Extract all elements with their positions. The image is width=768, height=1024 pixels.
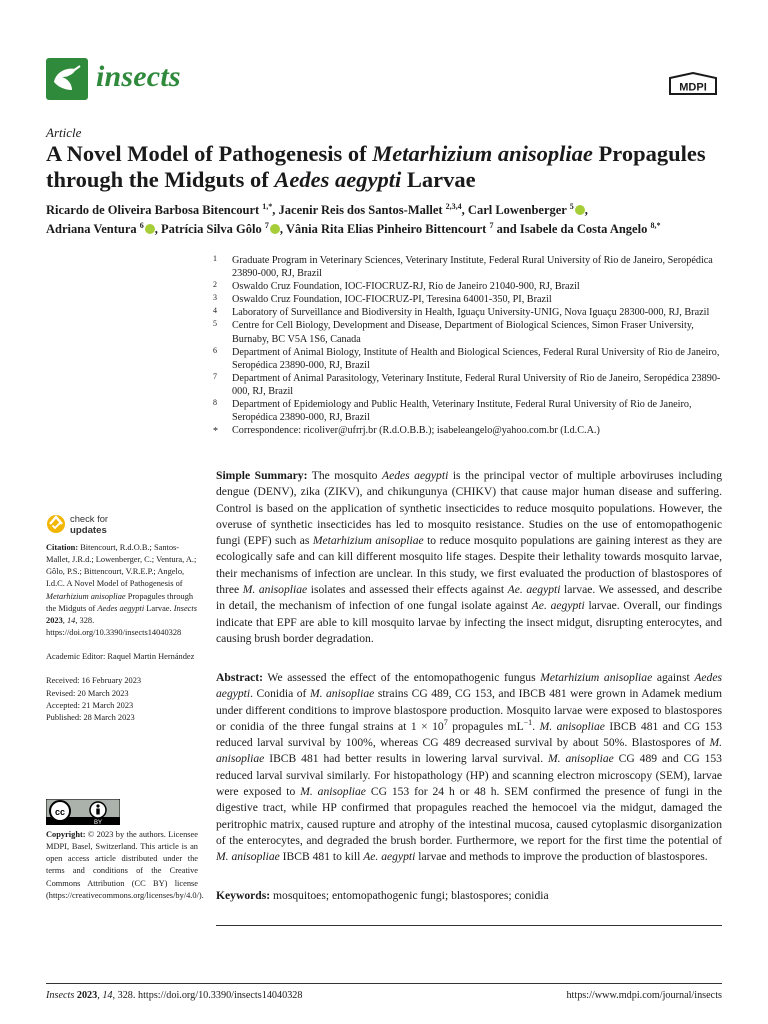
text: , [97, 990, 103, 1001]
text: IBCB 481 had better results in lowering larval survival. [264, 752, 548, 766]
affiliation-item [213, 372, 723, 398]
copyright-text: © 2023 by the authors. Licensee MDPI, Basel, Switzerland. This article is an open access article distributed under the terms and conditions of the Creative Commons Attribution (CC BY) license (https://creativecommons.org/licenses/by/4.0/). [46, 830, 204, 900]
citation [46, 542, 198, 639]
cc-by-license-icon[interactable] [46, 799, 120, 825]
author-separator: , [584, 203, 588, 217]
journal-ref: Insects [173, 603, 197, 613]
species: Aedes aegypti [381, 469, 449, 482]
author-name: Patrícia Silva Gôlo [161, 221, 262, 236]
date-revised: Revised: 20 March 2023 [46, 688, 129, 698]
affiliation-text: Centre for Cell Biology, Development and Disease, Department of Biological Sciences, Simon Fraser University, Burnaby, BC V5A 1S6, Canada [232, 320, 694, 345]
author-affiliation-ref: 1,* [262, 201, 273, 211]
author-name: Carl Lowenberger [467, 203, 567, 217]
mdpi-logo-icon [666, 72, 720, 98]
affiliation-text: Oswaldo Cruz Foundation, IOC-FIOCRUZ-PI, Teresina 64001-350, PI, Brazil [232, 294, 552, 306]
affiliation-text: Department of Animal Biology, Institute of Health and Biological Sciences, Federal Rural University of Rio de Janeiro, Seropédica 23890-000, RJ, Brazil [232, 346, 720, 371]
affiliation-text: Graduate Program in Veterinary Sciences, Veterinary Institute, Federal Rural University of Rio de Janeiro, Seropédica 23890-000, RJ, Brazil [232, 255, 713, 280]
species: Metarhizium anisopliae [540, 671, 653, 684]
author-affiliation-ref: 8,* [650, 220, 661, 230]
author-list [46, 201, 746, 238]
text: Propagules through the Midguts of [46, 591, 194, 613]
text: is the principal vector of multiple arboviruses including dengue (DENV), zika (ZIKV), and chikungunya (CHIKV) that cause major human disease and suffering. Control is based on the application of synthetic insecticides to reduce mosquito populations. However, the overuse of synthetic insecticides has led to mosquito resistance. Studies on the use of entomopathogenic fungi (EPF) such as [216, 469, 722, 548]
species: M. anisopliae [216, 850, 280, 864]
species: M. anisopliae [300, 785, 366, 799]
affiliation-text: Department of Animal Parasitology, Veterinary Institute, Federal Rural University of Rio de Janeiro, Seropédica 23890-000, RJ, Brazil [232, 372, 721, 397]
text: Bitencourt, R.d.O.B.; Santos-Mallet, J.R.d.; Lowenberger, C.; Ventura, A.; Gôlo, P.S.; Bittencourt, V.R.E.P.; Angelo, I.d.C. A Novel Model of Pathogenesis of [46, 543, 197, 589]
text: larvae. Overall, our findings indicate that EPF are able to kill mosquito larvae by infecting the insect midgut, disrupting enterocytes, and causing brush border degradation. [216, 599, 722, 645]
check-updates-line2: updates [70, 524, 107, 536]
affiliation-item [213, 398, 723, 424]
article-type: Article [46, 125, 82, 140]
citation-label: Citation: [46, 543, 79, 552]
journal-name: insects [96, 60, 181, 93]
check-for-updates-button[interactable] [46, 513, 166, 539]
text: against [652, 671, 695, 684]
title-part: Propagules through the Midguts of [46, 141, 706, 192]
species: Metarhizium anisopliae [312, 534, 424, 548]
abstract [216, 670, 722, 866]
date-received: Received: 16 February 2023 [46, 676, 142, 686]
year: 2023 [46, 615, 63, 625]
affiliation-item [213, 254, 723, 280]
superscript: 7 [443, 718, 448, 728]
section-divider [216, 925, 722, 926]
orcid-icon[interactable] [145, 224, 155, 234]
text: We assessed the effect of the entomopathogenic fungus [263, 671, 541, 684]
affiliation-item [213, 424, 723, 437]
date-published: Published: 28 March 2023 [46, 712, 135, 722]
author-name: Ricardo de Oliveira Barbosa Bitencourt [46, 203, 260, 217]
affiliation-item [213, 346, 723, 372]
affiliation-number: 5 [213, 319, 217, 329]
sidebar-info [46, 542, 198, 724]
date-accepted: Accepted: 21 March 2023 [46, 700, 134, 710]
author-separator: , [279, 221, 286, 236]
affiliation-item [213, 280, 723, 293]
footer-doi-link[interactable]: , 328. https://doi.org/10.3390/insects14040328 [112, 990, 303, 1001]
abstract-label: Abstract: [216, 671, 264, 684]
text: , [62, 615, 67, 625]
check-updates-icon [46, 513, 66, 535]
author-name: Jacenir Reis dos Santos-Mallet [278, 203, 443, 217]
simple-summary-label: Simple Summary: [216, 469, 308, 482]
species: M. anisopliae [309, 687, 375, 701]
author-separator: , [154, 221, 162, 236]
author-name: Vânia Rita Elias Pinheiro Bittencourt [285, 221, 487, 236]
affiliation-text: Department of Epidemiology and Public Health, Veterinary Institute, Federal Rural University of Rio de Janeiro, Seropédica 23890-000, RJ, Brazil [232, 399, 692, 424]
affiliation-number: 1 [213, 254, 217, 263]
footer-year: 2023 [74, 990, 98, 1001]
academic-editor: Academic Editor: Raquel Martin Hernández [46, 652, 195, 662]
affiliation-number: 6 [213, 345, 217, 355]
footer-divider [46, 983, 722, 984]
author-affiliation-ref: 5 [569, 201, 574, 211]
check-updates-text [70, 514, 108, 536]
species: Aedes aegypti [216, 671, 722, 701]
author-affiliation-ref: 2,3,4 [445, 201, 462, 211]
author-separator: and [493, 221, 520, 236]
species: Ae. aegypti [531, 599, 585, 613]
author-affiliation-ref: 7 [264, 220, 269, 230]
affiliations [213, 254, 723, 437]
affiliation-number: 2 [213, 280, 217, 290]
orcid-icon[interactable] [270, 224, 280, 234]
text: CG 153 for 24 h or 48 h. SEM confirmed the presence of fungi in the digestive tract, while HP confirmed that propagules reached the hemocoel via the midgut, damaged the peritrophic matrix, caused rupture and atrophy of the intestinal mucosa, caused cytoplasmic disorganization of the enterocytes, and degraded the brush border. Furthermore, we report for the first time the potential of [216, 785, 722, 847]
keywords-label: Keywords: [216, 889, 271, 902]
volume: 14 [66, 615, 76, 625]
species: Ae. aegypti [507, 583, 561, 597]
footer-journal-link[interactable]: https://www.mdpi.com/journal/insects [566, 990, 722, 1001]
text: Larvae. [144, 603, 174, 613]
affiliation-number: * [213, 426, 218, 438]
affiliation-number: 7 [213, 371, 217, 381]
species: M. anisopliae [539, 719, 605, 733]
affiliation-number: 4 [213, 306, 217, 316]
affiliation-text: Laboratory of Surveillance and Biodiversity in Health, Iguaçu University-UNIG, Nova Iguaçu 28300-000, RJ, Brazil [232, 307, 710, 319]
title-part: A Novel Model of Pathogenesis of [46, 141, 373, 166]
title-species: Metarhizium anisopliae [372, 141, 593, 166]
species: M. anisopliae [242, 583, 308, 597]
keywords [216, 889, 722, 902]
paper-title [46, 141, 736, 193]
title-species: Aedes aegypti [274, 167, 402, 192]
affiliation-item [213, 306, 723, 319]
text: isolates and assessed their effects against [307, 583, 508, 597]
affiliation-text: Oswaldo Cruz Foundation, IOC-FIOCRUZ-RJ, Rio de Janeiro 21040-900, RJ, Brazil [232, 281, 580, 293]
text: strains CG 489, CG 153, and IBCB 481 were grown in Adamek medium under different conditions to improve blastospore production. Mosquito larvae were exposed to blastospores or conidia of the three fungal strains at 1 × 10 [216, 687, 722, 733]
text: IBCB 481 and CG 153 reduced larval survival by 100%, whereas CG 489 decreased survival by about 50%. Blastospores of [216, 719, 722, 750]
affiliation-item [213, 293, 723, 306]
text: to reduce mosquito populations are gaining interest as they are ecologically safe and can kill different mosquito life stages. Despite their lethality towards mosquito larvae, their mechanisms of infection are unclear. In this study, we first evaluated the production of blastospores of three [216, 534, 723, 597]
text: propagules mL [447, 719, 524, 733]
footer-journal: Insects [46, 990, 75, 1001]
insects-logo-icon [46, 58, 88, 100]
author-affiliation-ref: 7 [489, 220, 494, 230]
orcid-icon[interactable] [575, 205, 585, 215]
copyright [46, 829, 204, 902]
keywords-text: mosquitoes; entomopathogenic fungi; blastospores; conidia [270, 889, 549, 902]
affiliation-text: Correspondence: ricoliver@ufrrj.br (R.d.O.B.B.); isabeleangelo@yahoo.com.br (I.d.C.A.) [232, 425, 600, 437]
simple-summary [216, 468, 722, 647]
affiliation-number: 3 [213, 293, 217, 303]
text: The mosquito [307, 469, 382, 482]
text: IBCB 481 to kill [279, 850, 364, 864]
title-part: Larvae [401, 167, 476, 192]
species: M. anisopliae [216, 736, 722, 766]
footer-volume: 14 [102, 990, 113, 1001]
species: M. anisopliae [548, 752, 614, 766]
text: . Conidia of [250, 687, 310, 701]
text: larvae. We assessed, and describe in detail, the mechanism of infection of one fungal isolate against [216, 583, 722, 613]
publisher-name: MDPI [679, 81, 707, 94]
svg-text:cc: cc [54, 807, 66, 817]
author-name: Adriana Ventura [46, 221, 137, 236]
text: CG 489 and CG 153 reduced larval survival similarly. For histopathology (HP) and scanning electron microscopy (SEM), larvae were exposed to [216, 752, 722, 799]
author-name: Isabele da Costa Angelo [519, 221, 648, 236]
species: Metarhizium anisopliae [46, 591, 126, 601]
superscript: −1 [523, 718, 533, 728]
species: Aedes aegypti [97, 603, 145, 613]
author-separator: , [461, 203, 468, 217]
author-affiliation-ref: 6 [139, 220, 144, 230]
text: larvae and methods to improve the production of blastospores. [415, 850, 708, 864]
copyright-label: Copyright: [46, 830, 86, 839]
footer-citation [46, 990, 302, 1001]
text: . [532, 719, 540, 733]
affiliation-item [213, 319, 723, 345]
author-separator: , [272, 203, 279, 217]
citation-doi: , 328. https://doi.org/10.3390/insects14040328 [46, 615, 182, 638]
affiliation-number: 8 [213, 398, 217, 408]
cc-by-label: BY [93, 819, 103, 825]
species: Ae. aegypti [363, 850, 416, 864]
check-updates-line1: check for [70, 513, 109, 524]
